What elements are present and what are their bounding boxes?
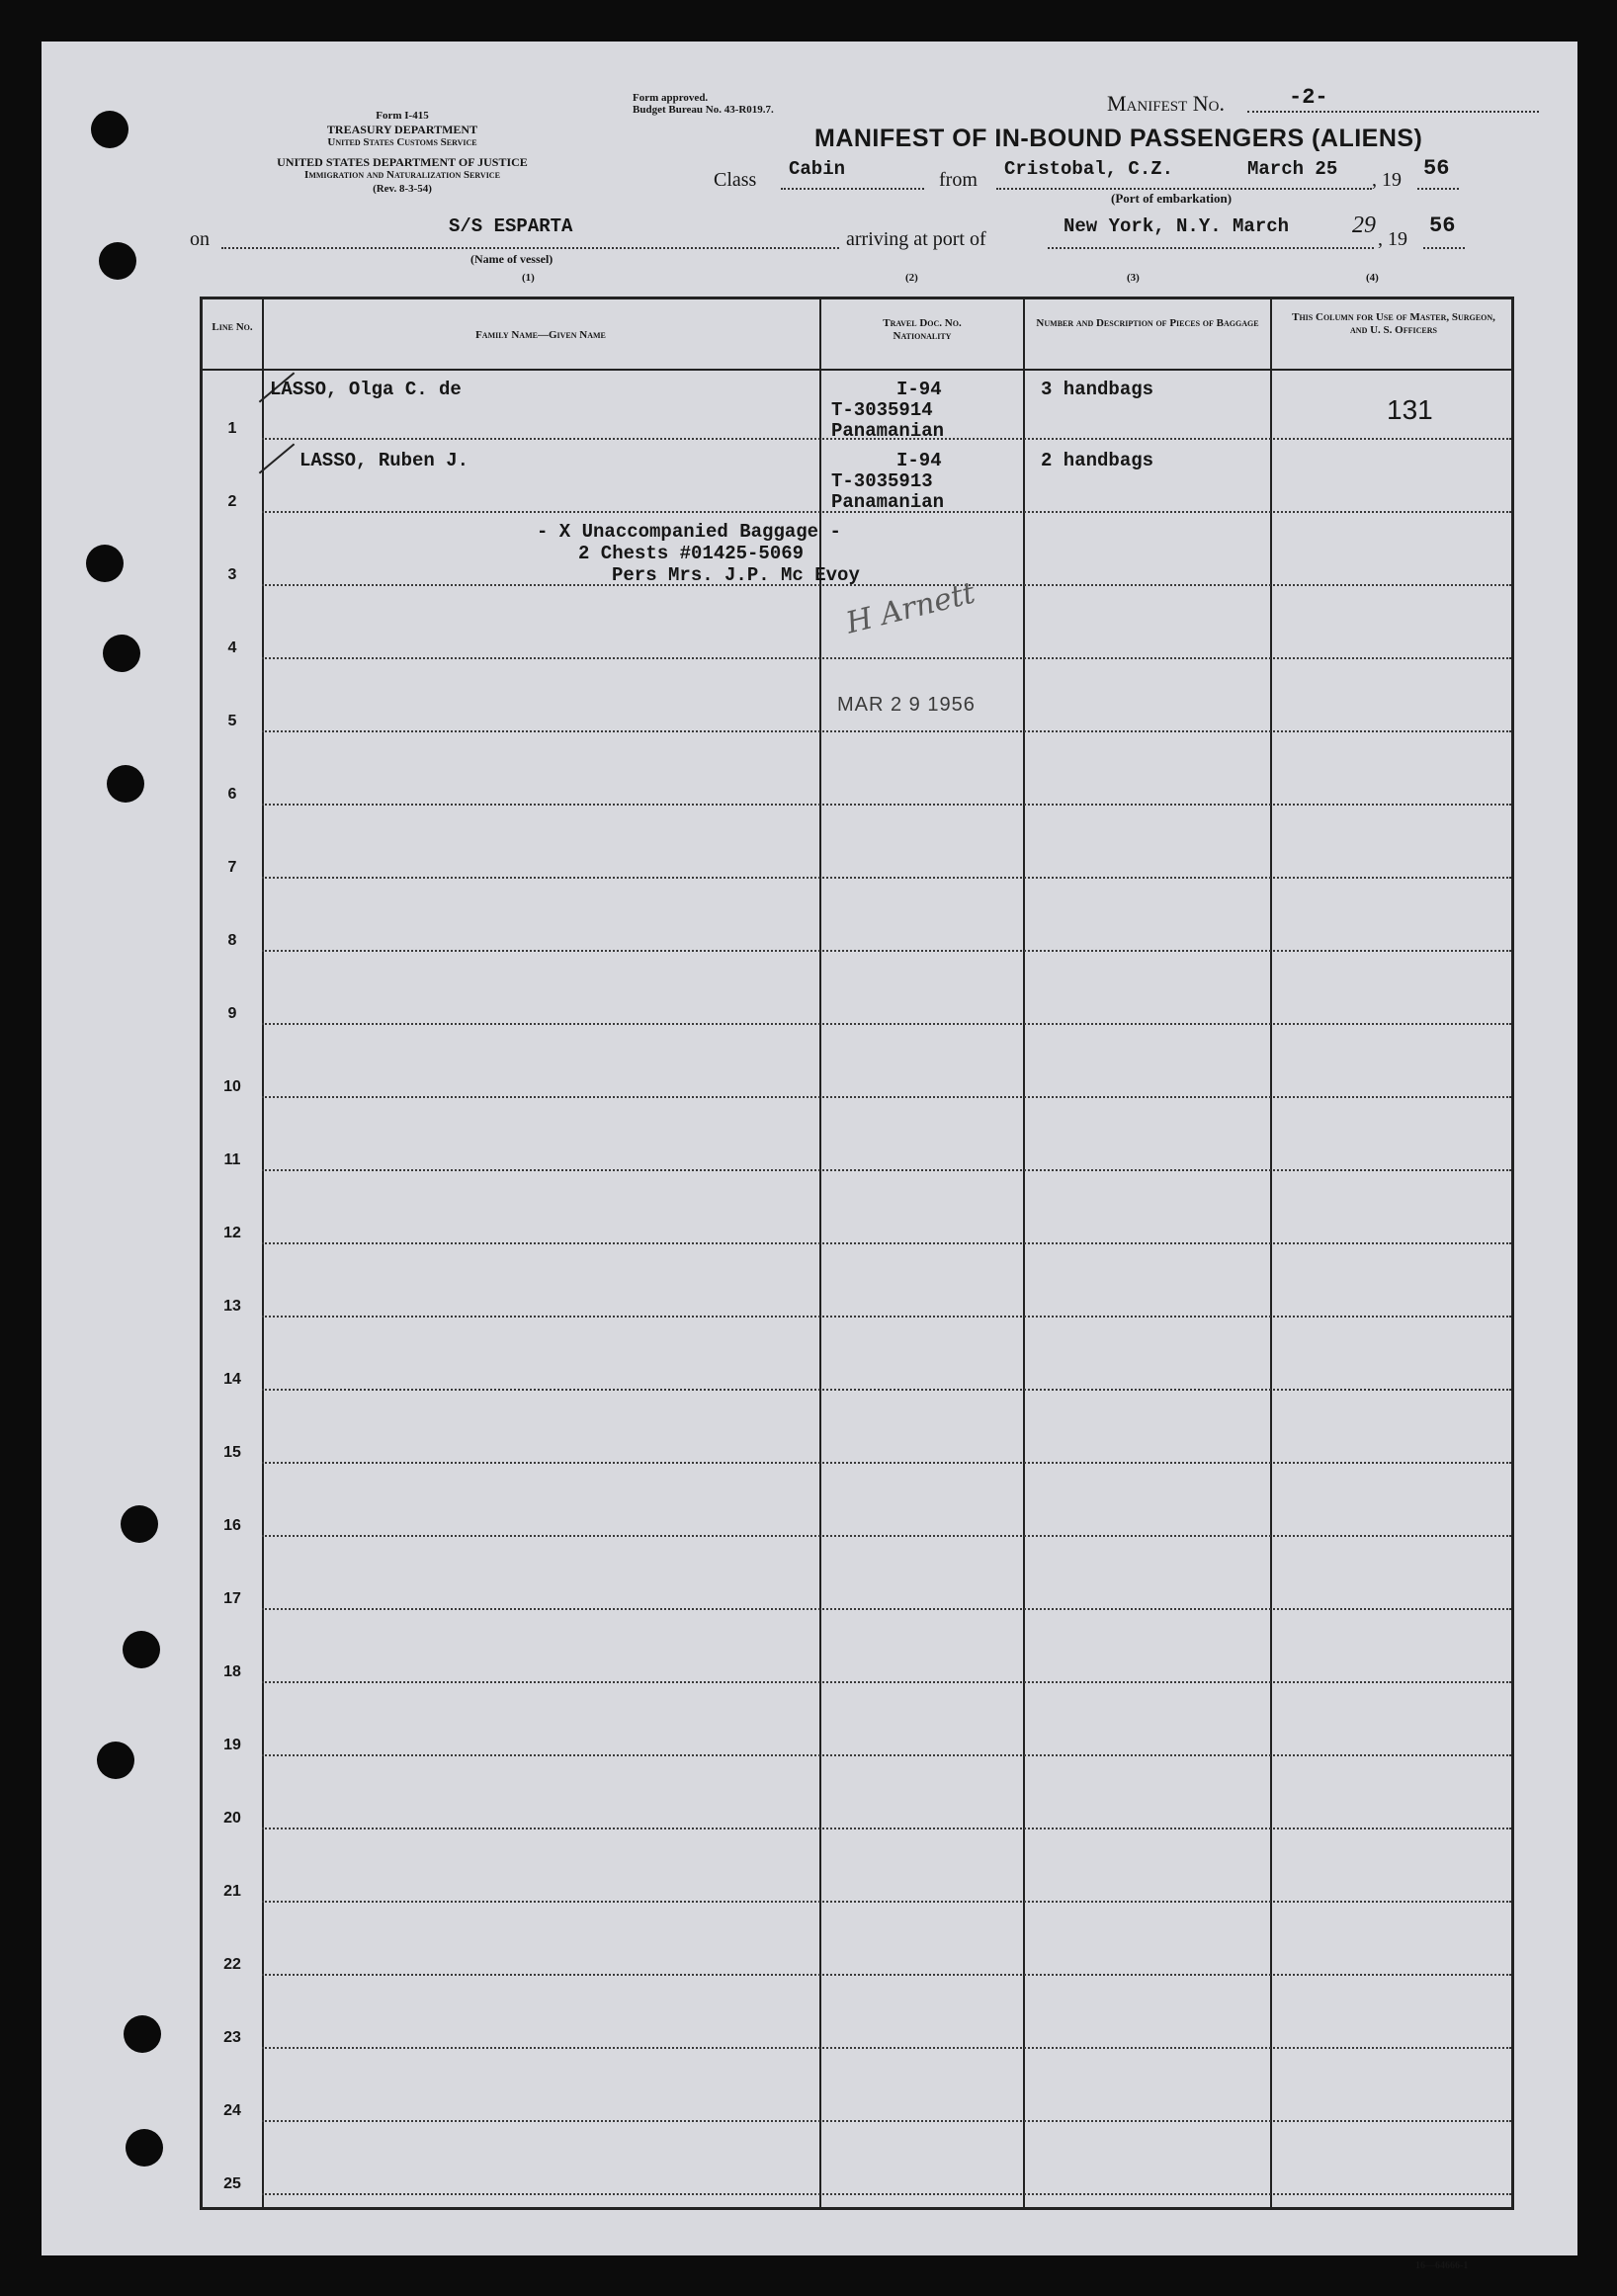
table-row	[262, 2193, 1511, 2195]
header-travel-doc: Travel Doc. No. Nationality	[883, 317, 962, 342]
punch-hole	[124, 2015, 161, 2053]
table-row	[262, 1681, 1511, 1683]
line-number: 14	[223, 1371, 241, 1388]
manifest-page	[42, 42, 1577, 2271]
table-row	[262, 1169, 1511, 1171]
passenger-name: LASSO, Olga C. de	[270, 379, 462, 400]
header-name: Family Name—Given Name	[475, 329, 606, 341]
nationality: Panamanian	[831, 420, 945, 442]
from-label: from	[939, 169, 978, 191]
arrival-day: 29	[1352, 213, 1376, 238]
from-date: March 25	[1247, 158, 1338, 180]
arrival-year-prefix: , 19	[1378, 228, 1407, 250]
header-line-no: Line No.	[212, 321, 253, 333]
travel-doc-number: T-3035913	[831, 470, 933, 492]
customs-service: United States Customs Service	[327, 136, 477, 148]
line-number: 8	[227, 932, 237, 949]
punch-hole	[91, 111, 128, 148]
table-row	[262, 1901, 1511, 1903]
class-line	[781, 188, 924, 190]
table-row	[262, 804, 1511, 806]
table-row	[262, 730, 1511, 732]
unaccompanied-person: Pers Mrs. J.P. Mc Evoy	[612, 564, 860, 586]
line-number: 6	[227, 786, 237, 803]
unaccompanied-chests: 2 Chests #01425-5069	[578, 543, 805, 564]
line-number: 3	[227, 566, 237, 583]
inspector-signature: H Arnett	[842, 575, 979, 641]
table-row	[262, 2047, 1511, 2049]
travel-doc-type: I-94	[896, 379, 942, 400]
punch-hole	[123, 1631, 160, 1668]
line-number: 11	[223, 1151, 241, 1168]
punch-hole	[126, 2129, 163, 2167]
travel-doc-type: I-94	[896, 450, 942, 471]
punch-hole	[99, 242, 136, 280]
line-number: 21	[223, 1883, 241, 1900]
line-number: 24	[223, 2102, 241, 2119]
budget-bureau-no: Budget Bureau No. 43-R019.7.	[633, 104, 774, 116]
ins-service: Immigration and Naturalization Service	[304, 169, 500, 181]
line-number: 10	[223, 1078, 241, 1095]
column-number: (2)	[905, 272, 918, 284]
arrival-year-line	[1423, 247, 1465, 249]
date-stamp: MAR 2 9 1956	[837, 694, 976, 716]
table-row	[262, 877, 1511, 879]
manifest-title: MANIFEST OF IN-BOUND PASSENGERS (ALIENS)	[814, 125, 1423, 152]
line-number: 2	[227, 493, 237, 510]
header-baggage: Number and Description of Pieces of Baggage	[1036, 317, 1259, 329]
port-caption: (Port of embarkation)	[1111, 191, 1233, 206]
unaccompanied-baggage: - X Unaccompanied Baggage -	[537, 521, 841, 543]
form-approved: Form approved.	[633, 92, 709, 104]
revision: (Rev. 8-3-54)	[373, 183, 432, 195]
table-row	[262, 1096, 1511, 1098]
header-officers: This Column for Use of Master, Surgeon, and U. S. Officers	[1292, 311, 1495, 336]
punch-hole	[121, 1505, 158, 1543]
officer-note: 131	[1387, 394, 1433, 425]
manifest-no-value: -2-	[1289, 85, 1328, 110]
treasury-dept: TREASURY DEPARTMENT	[326, 123, 478, 136]
table-row	[262, 1242, 1511, 1244]
table-row	[262, 1974, 1511, 1976]
arriving-label: arriving at port of	[846, 228, 986, 250]
line-number: 5	[227, 713, 237, 729]
arrival-port: New York, N.Y. March	[1064, 215, 1290, 237]
line-number: 12	[223, 1225, 241, 1241]
line-number: 16	[223, 1517, 241, 1534]
baggage: 3 handbags	[1041, 379, 1154, 400]
year-value: 56	[1423, 156, 1450, 181]
year-line	[1417, 188, 1459, 190]
table-row	[262, 1389, 1511, 1391]
travel-doc-number: T-3035914	[831, 399, 933, 421]
column-number: (1)	[522, 272, 535, 284]
from-line	[996, 188, 1372, 190]
on-label: on	[190, 228, 210, 250]
punch-hole	[103, 635, 140, 672]
table-row	[262, 1828, 1511, 1829]
nationality: Panamanian	[831, 491, 945, 513]
check-mark	[259, 443, 296, 473]
vessel-caption: (Name of vessel)	[470, 252, 553, 266]
passenger-table	[200, 297, 1514, 2210]
vessel-line	[221, 247, 839, 249]
table-row	[262, 584, 1511, 586]
justice-dept: UNITED STATES DEPARTMENT OF JUSTICE	[277, 155, 528, 169]
class-value: Cabin	[789, 158, 846, 180]
manifest-no-label: Manifest No.	[1107, 91, 1225, 116]
table-row	[262, 1316, 1511, 1318]
column-number: (4)	[1366, 272, 1379, 284]
line-number: 13	[223, 1298, 241, 1315]
table-row	[262, 1023, 1511, 1025]
line-number: 22	[223, 1956, 241, 1973]
arrival-line	[1048, 247, 1374, 249]
column-number: (3)	[1127, 272, 1140, 284]
line-number: 17	[223, 1590, 241, 1607]
line-number: 25	[223, 2175, 241, 2192]
baggage: 2 handbags	[1041, 450, 1154, 471]
line-number: 9	[227, 1005, 237, 1022]
arrival-year: 56	[1429, 213, 1456, 238]
table-row	[262, 1608, 1511, 1610]
line-number: 20	[223, 1810, 241, 1827]
from-value: Cristobal, C.Z.	[1004, 158, 1174, 180]
punch-hole	[97, 1742, 134, 1779]
line-number: 4	[227, 639, 237, 656]
footer-code: 16—64666-1	[1415, 2260, 1469, 2271]
table-row	[262, 1754, 1511, 1756]
punch-hole	[107, 765, 144, 803]
table-row	[262, 1535, 1511, 1537]
punch-hole	[86, 545, 124, 582]
table-row	[262, 1462, 1511, 1464]
line-number: 23	[223, 2029, 241, 2046]
table-row	[262, 2120, 1511, 2122]
line-number: 19	[223, 1737, 241, 1753]
class-label: Class	[714, 169, 757, 191]
passenger-name: LASSO, Ruben J.	[299, 450, 469, 471]
year-prefix: , 19	[1372, 169, 1402, 191]
manifest-no-line	[1247, 111, 1539, 113]
line-number: 15	[223, 1444, 241, 1461]
line-number: 1	[227, 420, 237, 437]
vessel-value: S/S ESPARTA	[449, 215, 573, 237]
line-number: 18	[223, 1663, 241, 1680]
line-number: 7	[227, 859, 237, 876]
table-row	[262, 950, 1511, 952]
table-row	[262, 657, 1511, 659]
form-number: Form I-415	[376, 110, 429, 122]
